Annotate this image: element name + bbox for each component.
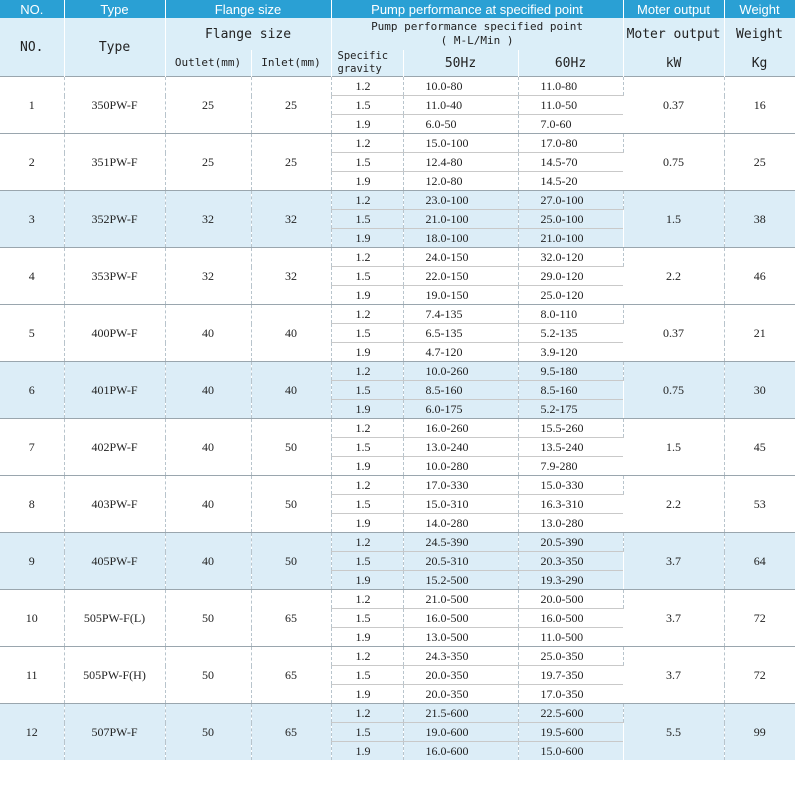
cell-60hz: 15.5-260 [518, 419, 623, 438]
cell-no: 1 [0, 77, 64, 134]
cell-60hz: 29.0-120 [518, 267, 623, 286]
column-band-row [0, 0, 795, 18]
table-row [0, 419, 795, 438]
header-kw: kW [623, 50, 724, 77]
cell-weight-kg: 25 [724, 134, 795, 191]
cell-50hz: 10.0-80 [403, 77, 518, 96]
model-group [0, 77, 795, 134]
cell-type: 402PW-F [64, 419, 165, 476]
cell-60hz: 25.0-350 [518, 647, 623, 666]
cell-motor-kw: 0.75 [623, 134, 724, 191]
cell-60hz: 13.5-240 [518, 438, 623, 457]
cell-specific-gravity: 1.2 [331, 305, 403, 324]
cell-60hz: 22.5-600 [518, 704, 623, 723]
cell-specific-gravity: 1.9 [331, 229, 403, 248]
cell-50hz: 11.0-40 [403, 96, 518, 115]
cell-weight-kg: 38 [724, 191, 795, 248]
cell-60hz: 17.0-350 [540, 686, 584, 701]
cell-no: 9 [0, 533, 64, 590]
cell-motor-kw: 1.5 [623, 419, 724, 476]
cell-outlet: 40 [165, 476, 251, 533]
cell-50hz: 24.5-390 [403, 533, 518, 552]
cell-50hz: 21.0-500 [403, 590, 518, 609]
cell-50hz: 17.0-330 [403, 476, 518, 495]
header-sg-line2: gravity [337, 63, 382, 75]
cell-inlet: 40 [251, 362, 331, 419]
cell-60hz: 27.0-100 [518, 191, 623, 210]
cell-50hz: 10.0-280 [403, 457, 518, 476]
table-row [0, 77, 795, 96]
cell-outlet: 50 [165, 590, 251, 647]
cell-specific-gravity: 1.9 [331, 685, 403, 704]
cell-specific-gravity: 1.9 [331, 115, 403, 134]
cell-specific-gravity: 1.5 [331, 267, 403, 286]
cell-specific-gravity: 1.2 [331, 248, 403, 267]
header-no: NO. [0, 18, 64, 77]
cell-60hz: 25.0-120 [540, 287, 584, 302]
cell-50hz: 15.0-100 [403, 134, 518, 153]
cell-specific-gravity: 1.5 [331, 324, 403, 343]
model-group [0, 419, 795, 476]
cell-outlet: 32 [165, 248, 251, 305]
cell-60hz: 19.5-600 [518, 723, 623, 742]
cell-motor-kw: 3.7 [623, 533, 724, 590]
cell-50hz: 13.0-240 [403, 438, 518, 457]
cell-60hz: 7.9-280 [540, 458, 578, 473]
cell-60hz: 11.0-80 [518, 77, 623, 96]
cell-50hz: 12.4-80 [403, 153, 518, 172]
cell-50hz: 20.0-350 [403, 685, 518, 704]
cell-inlet: 65 [251, 590, 331, 647]
cell-50hz: 22.0-150 [403, 267, 518, 286]
cell-50hz: 13.0-500 [403, 628, 518, 647]
cell-motor-kw: 3.7 [623, 590, 724, 647]
cell-specific-gravity: 1.9 [331, 457, 403, 476]
cell-specific-gravity: 1.5 [331, 210, 403, 229]
cell-inlet: 50 [251, 476, 331, 533]
cell-50hz: 15.2-500 [403, 571, 518, 590]
cell-specific-gravity: 1.2 [331, 134, 403, 153]
cell-weight-kg: 46 [724, 248, 795, 305]
cell-specific-gravity: 1.2 [331, 476, 403, 495]
table-row [0, 248, 795, 267]
cell-outlet: 32 [165, 191, 251, 248]
cell-specific-gravity: 1.9 [331, 742, 403, 761]
cell-motor-kw: 5.5 [623, 704, 724, 761]
cell-weight-kg: 64 [724, 533, 795, 590]
model-group [0, 305, 795, 362]
cell-50hz: 16.0-600 [403, 742, 518, 761]
header-pump-line1: Pump performance specified point [371, 20, 583, 33]
cell-50hz: 21.0-100 [403, 210, 518, 229]
cell-inlet: 65 [251, 704, 331, 761]
cell-specific-gravity: 1.5 [331, 552, 403, 571]
cell-60hz: 20.5-390 [518, 533, 623, 552]
cell-weight-kg: 72 [724, 590, 795, 647]
cell-inlet: 32 [251, 248, 331, 305]
cell-specific-gravity: 1.9 [331, 571, 403, 590]
cell-inlet: 32 [251, 191, 331, 248]
cell-weight-kg: 45 [724, 419, 795, 476]
cell-specific-gravity: 1.5 [331, 609, 403, 628]
header-sg-line1: Specific [337, 50, 389, 62]
cell-motor-kw: 0.37 [623, 77, 724, 134]
table-row [0, 191, 795, 210]
band-motor: Moter output [623, 0, 724, 18]
cell-50hz: 24.3-350 [403, 647, 518, 666]
cell-type: 351PW-F [64, 134, 165, 191]
header-motor: Moter output [623, 18, 724, 50]
cell-specific-gravity: 1.2 [331, 419, 403, 438]
cell-50hz: 19.0-150 [403, 286, 518, 305]
cell-60hz: 3.9-120 [540, 344, 578, 359]
cell-60hz: 25.0-100 [518, 210, 623, 229]
cell-motor-kw: 0.75 [623, 362, 724, 419]
cell-type: 505PW-F(H) [64, 647, 165, 704]
header-flange: Flange size [165, 18, 331, 50]
cell-50hz: 4.7-120 [403, 343, 518, 362]
cell-specific-gravity: 1.5 [331, 495, 403, 514]
table-row [0, 704, 795, 723]
cell-outlet: 40 [165, 533, 251, 590]
cell-50hz: 18.0-100 [403, 229, 518, 248]
table-row [0, 533, 795, 552]
cell-60hz: 14.5-70 [518, 153, 623, 172]
cell-60hz: 21.0-100 [518, 229, 623, 248]
cell-specific-gravity: 1.5 [331, 153, 403, 172]
cell-60hz: 16.3-310 [518, 495, 623, 514]
cell-60hz: 19.7-350 [518, 666, 623, 685]
cell-60hz: 8.0-110 [518, 305, 623, 324]
band-no: NO. [0, 0, 64, 18]
header-specific-gravity [331, 50, 403, 77]
cell-60hz: 20.0-500 [518, 590, 623, 609]
model-group [0, 191, 795, 248]
model-group [0, 134, 795, 191]
table-row [0, 134, 795, 153]
cell-50hz: 6.0-175 [403, 400, 518, 419]
cell-type: 405PW-F [64, 533, 165, 590]
cell-specific-gravity: 1.2 [331, 77, 403, 96]
cell-60hz: 8.5-160 [518, 381, 623, 400]
model-group [0, 362, 795, 419]
cell-inlet: 25 [251, 77, 331, 134]
cell-outlet: 25 [165, 134, 251, 191]
cell-50hz: 12.0-80 [403, 172, 518, 191]
cell-specific-gravity: 1.9 [331, 286, 403, 305]
cell-50hz: 6.5-135 [403, 324, 518, 343]
cell-no: 3 [0, 191, 64, 248]
cell-60hz: 32.0-120 [518, 248, 623, 267]
cell-weight-kg: 21 [724, 305, 795, 362]
cell-no: 4 [0, 248, 64, 305]
cell-no: 7 [0, 419, 64, 476]
cell-outlet: 40 [165, 419, 251, 476]
cell-specific-gravity: 1.2 [331, 362, 403, 381]
cell-specific-gravity: 1.5 [331, 666, 403, 685]
cell-motor-kw: 2.2 [623, 476, 724, 533]
cell-50hz: 23.0-100 [403, 191, 518, 210]
cell-no: 5 [0, 305, 64, 362]
header-row-top [0, 18, 795, 50]
cell-type: 403PW-F [64, 476, 165, 533]
cell-50hz: 19.0-600 [403, 723, 518, 742]
cell-specific-gravity: 1.5 [331, 723, 403, 742]
cell-no: 12 [0, 704, 64, 761]
cell-specific-gravity: 1.9 [331, 514, 403, 533]
cell-60hz: 14.5-20 [540, 173, 578, 188]
table-row [0, 362, 795, 381]
cell-outlet: 50 [165, 647, 251, 704]
cell-50hz: 7.4-135 [403, 305, 518, 324]
header-kg: Kg [724, 50, 795, 77]
cell-50hz: 16.0-500 [403, 609, 518, 628]
cell-60hz: 7.0-60 [540, 116, 572, 131]
cell-50hz: 6.0-50 [403, 115, 518, 134]
cell-50hz: 16.0-260 [403, 419, 518, 438]
cell-specific-gravity: 1.5 [331, 438, 403, 457]
cell-type: 353PW-F [64, 248, 165, 305]
cell-60hz: 13.0-280 [540, 515, 584, 530]
cell-specific-gravity: 1.9 [331, 172, 403, 191]
cell-weight-kg: 16 [724, 77, 795, 134]
cell-inlet: 50 [251, 419, 331, 476]
cell-weight-kg: 53 [724, 476, 795, 533]
cell-60hz: 11.0-50 [518, 96, 623, 115]
cell-50hz: 10.0-260 [403, 362, 518, 381]
header-60hz: 60Hz [518, 50, 623, 77]
cell-50hz: 15.0-310 [403, 495, 518, 514]
cell-60hz: 19.3-290 [518, 571, 623, 590]
cell-50hz: 24.0-150 [403, 248, 518, 267]
cell-specific-gravity: 1.2 [331, 590, 403, 609]
cell-type: 505PW-F(L) [64, 590, 165, 647]
cell-weight-kg: 72 [724, 647, 795, 704]
cell-motor-kw: 2.2 [623, 248, 724, 305]
cell-50hz: 14.0-280 [403, 514, 518, 533]
cell-specific-gravity: 1.2 [331, 647, 403, 666]
cell-specific-gravity: 1.9 [331, 400, 403, 419]
cell-motor-kw: 1.5 [623, 191, 724, 248]
cell-weight-kg: 99 [724, 704, 795, 761]
cell-inlet: 25 [251, 134, 331, 191]
cell-motor-kw: 3.7 [623, 647, 724, 704]
header-pump-performance [331, 18, 623, 50]
cell-inlet: 40 [251, 305, 331, 362]
cell-60hz: 15.0-330 [518, 476, 623, 495]
cell-60hz: 5.2-175 [518, 400, 623, 419]
cell-no: 2 [0, 134, 64, 191]
table-row [0, 305, 795, 324]
cell-no: 8 [0, 476, 64, 533]
table-row [0, 590, 795, 609]
table-row [0, 647, 795, 666]
cell-outlet: 40 [165, 362, 251, 419]
header-inlet: Inlet(mm) [251, 50, 331, 77]
cell-50hz: 20.5-310 [403, 552, 518, 571]
cell-60hz: 11.0-500 [540, 629, 584, 644]
cell-no: 6 [0, 362, 64, 419]
cell-60hz: 5.2-135 [518, 324, 623, 343]
band-weight: Weight [724, 0, 795, 18]
band-type: Type [64, 0, 165, 18]
cell-type: 350PW-F [64, 77, 165, 134]
model-group [0, 248, 795, 305]
header-pump-line2: ( M-L/Min ) [440, 34, 514, 47]
cell-weight-kg: 30 [724, 362, 795, 419]
cell-60hz: 15.0-600 [518, 742, 623, 761]
cell-outlet: 25 [165, 77, 251, 134]
header-outlet: Outlet(mm) [165, 50, 251, 77]
cell-type: 401PW-F [64, 362, 165, 419]
cell-specific-gravity: 1.5 [331, 381, 403, 400]
band-pump-performance: Pump performance at specified point [331, 0, 623, 18]
cell-60hz: 9.5-180 [518, 362, 623, 381]
model-group [0, 647, 795, 704]
cell-60hz: 16.0-500 [518, 609, 623, 628]
model-group [0, 476, 795, 533]
model-group [0, 590, 795, 647]
cell-60hz: 20.3-350 [518, 552, 623, 571]
header-weight: Weight [724, 18, 795, 50]
model-group [0, 533, 795, 590]
cell-inlet: 65 [251, 647, 331, 704]
cell-type: 507PW-F [64, 704, 165, 761]
cell-specific-gravity: 1.2 [331, 533, 403, 552]
cell-inlet: 50 [251, 533, 331, 590]
cell-60hz: 17.0-80 [518, 134, 623, 153]
cell-outlet: 50 [165, 704, 251, 761]
cell-specific-gravity: 1.9 [331, 343, 403, 362]
cell-50hz: 8.5-160 [403, 381, 518, 400]
cell-50hz: 21.5-600 [403, 704, 518, 723]
cell-motor-kw: 0.37 [623, 305, 724, 362]
cell-type: 352PW-F [64, 191, 165, 248]
cell-no: 10 [0, 590, 64, 647]
cell-specific-gravity: 1.5 [331, 96, 403, 115]
band-flange: Flange size [165, 0, 331, 18]
model-group [0, 704, 795, 761]
cell-specific-gravity: 1.2 [331, 704, 403, 723]
cell-specific-gravity: 1.2 [331, 191, 403, 210]
cell-no: 11 [0, 647, 64, 704]
cell-outlet: 40 [165, 305, 251, 362]
cell-specific-gravity: 1.9 [331, 628, 403, 647]
cell-50hz: 20.0-350 [403, 666, 518, 685]
header-type: Type [64, 18, 165, 77]
cell-type: 400PW-F [64, 305, 165, 362]
table-row [0, 476, 795, 495]
header-50hz: 50Hz [403, 50, 518, 77]
